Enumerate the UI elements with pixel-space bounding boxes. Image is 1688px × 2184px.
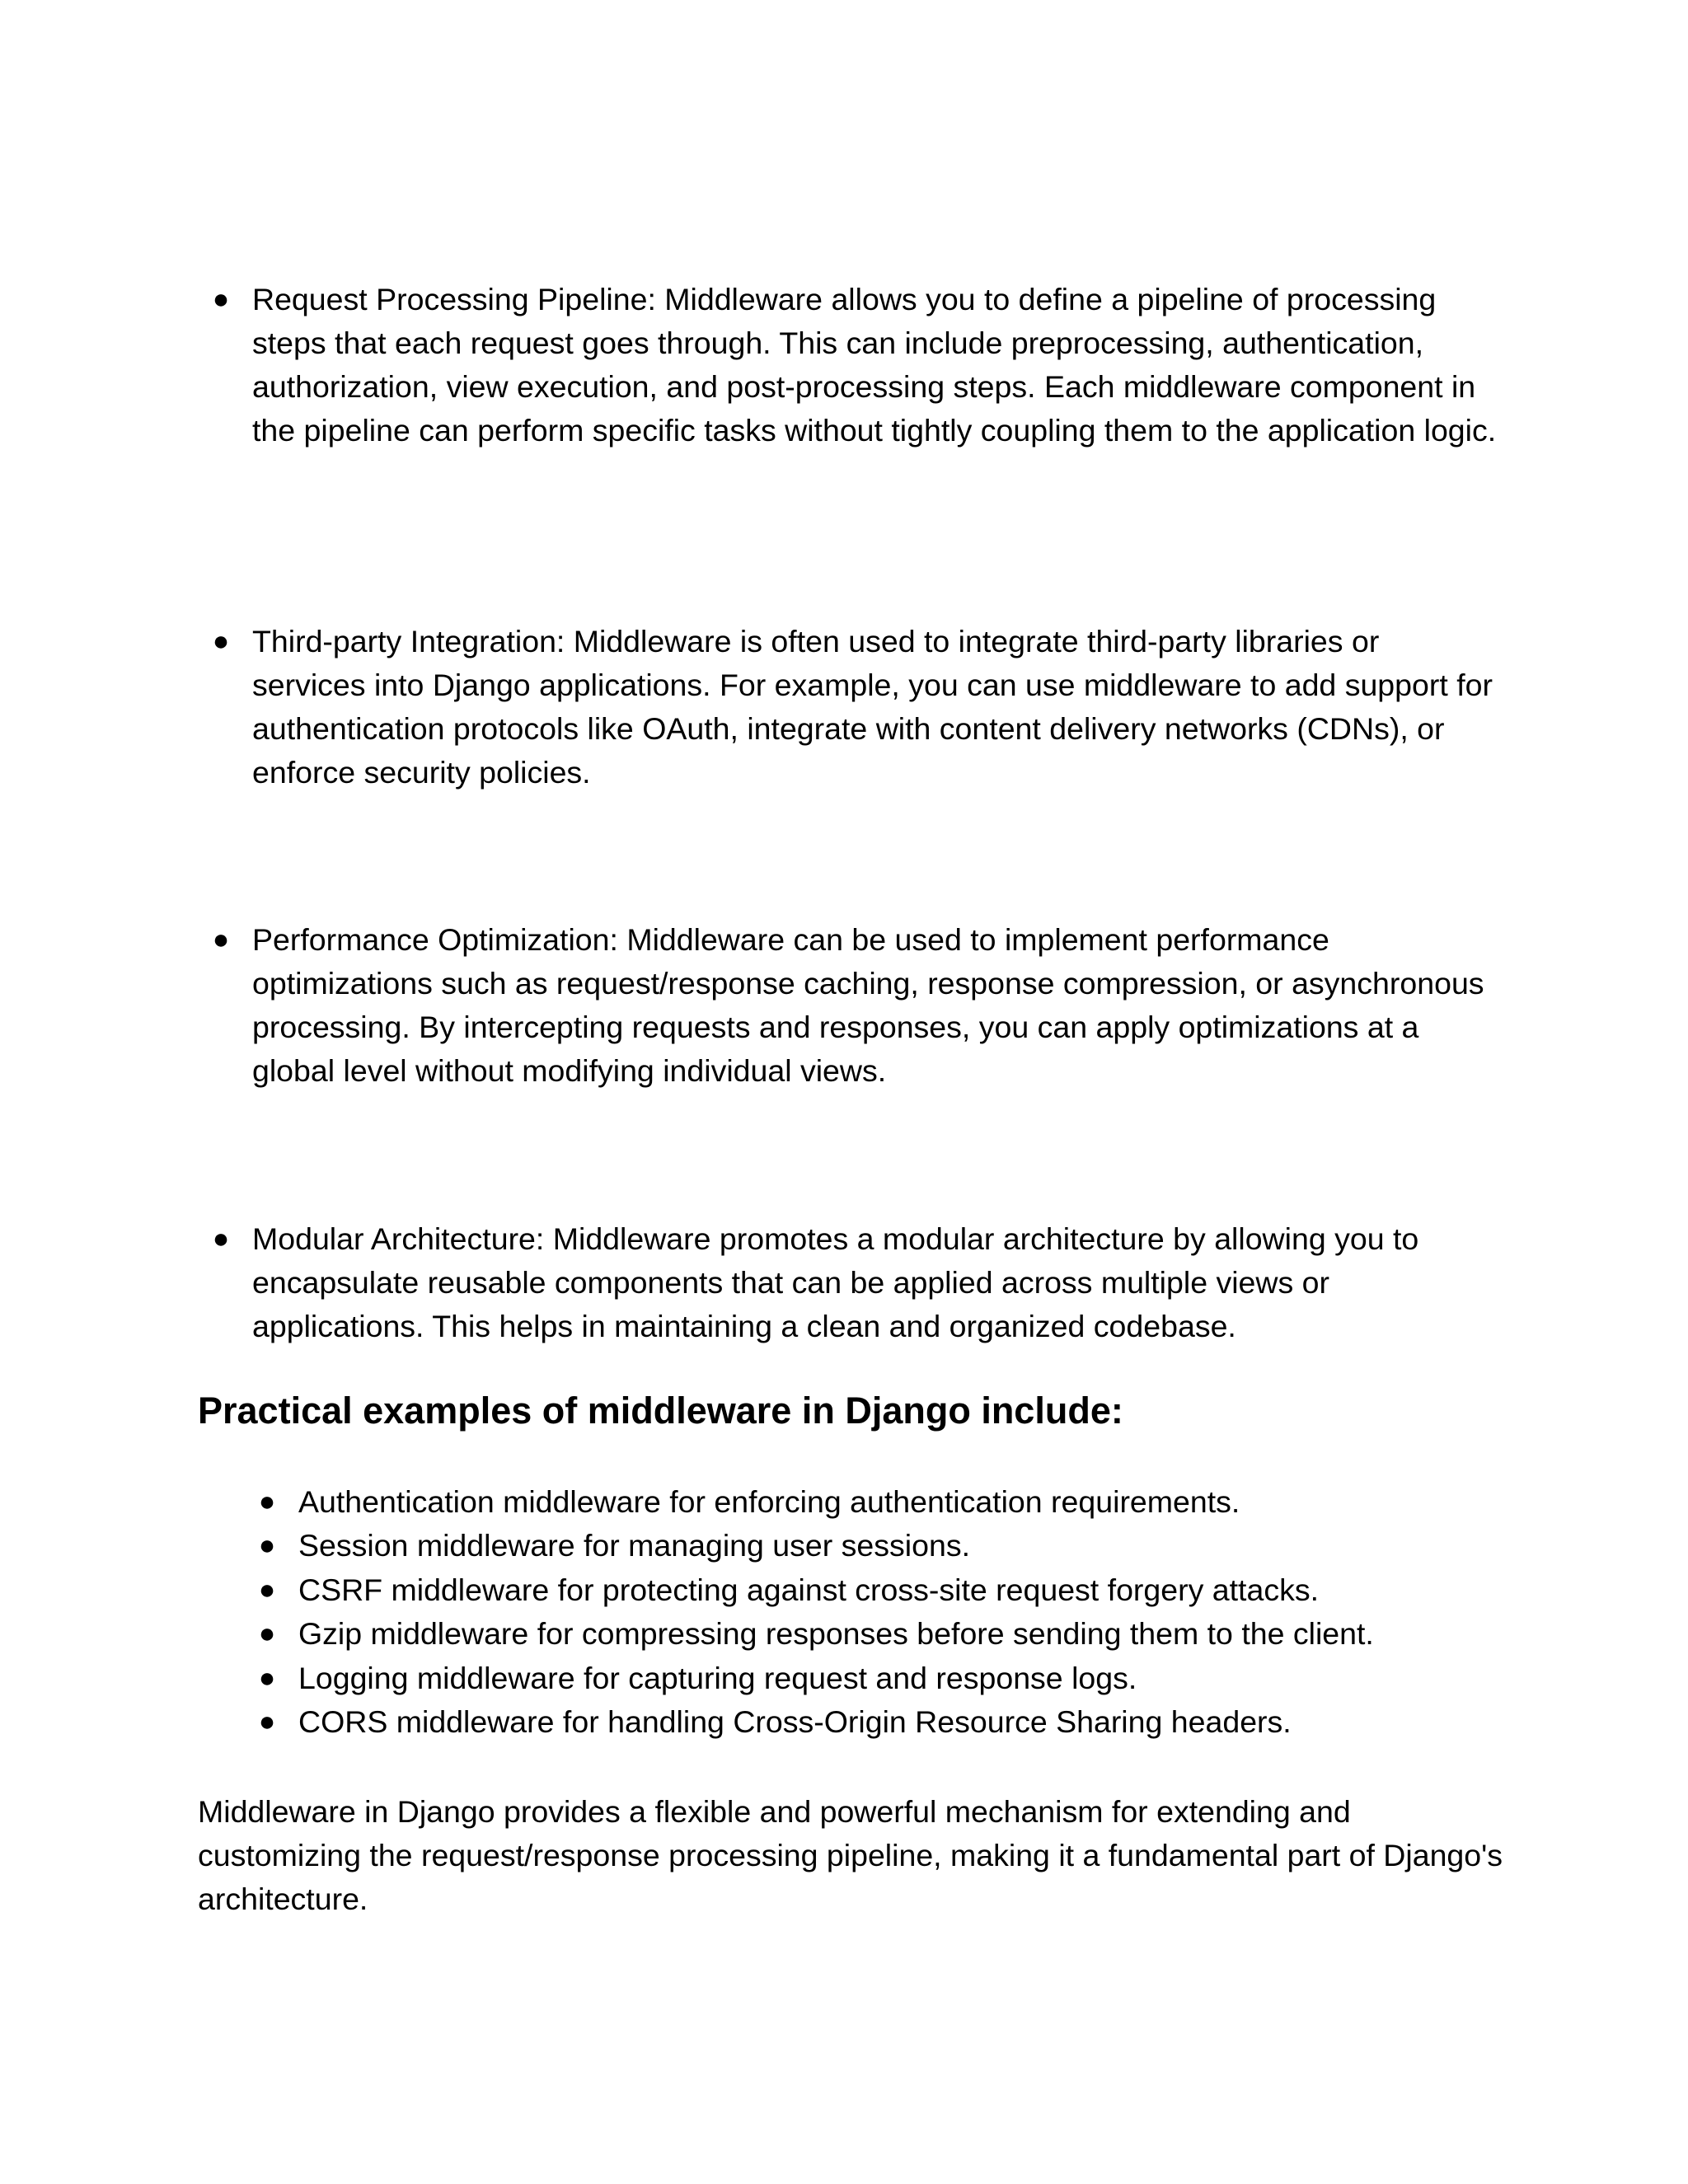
bullet-icon: ● [212, 1223, 230, 1254]
example-text: Session middleware for managing user sessions. [298, 1528, 970, 1563]
list-item [258, 1524, 1535, 1568]
benefit-text: Third-party Integration: Middleware is often used to integrate third-party libraries or services into Django applications. For example, you can use middleware to add support for authentication protocols like OAuth, integrate with content delivery networks (CDNs), or enforce security policies. [252, 624, 1493, 790]
bullet-icon: ● [212, 924, 230, 955]
bullet-icon: ● [258, 1661, 276, 1694]
bullet-icon: ● [258, 1530, 276, 1562]
bullet-icon: ● [258, 1618, 276, 1650]
benefit-item-request-pipeline [212, 278, 1497, 452]
examples-heading: Practical examples of middleware in Django include: [198, 1390, 1123, 1432]
example-text: Authentication middleware for enforcing authentication requirements. [298, 1484, 1240, 1519]
examples-list [258, 1480, 1535, 1744]
bullet-icon: ● [258, 1486, 276, 1517]
bullet-icon: ● [258, 1705, 276, 1737]
list-item [258, 1612, 1535, 1656]
list-item [258, 1568, 1535, 1612]
example-text: Logging middleware for capturing request and response logs. [298, 1660, 1137, 1695]
example-text: CORS middleware for handling Cross-Origin Resource Sharing headers. [298, 1704, 1292, 1739]
example-text: Gzip middleware for compressing responses before sending them to the client. [298, 1616, 1374, 1652]
bullet-icon: ● [258, 1573, 276, 1605]
benefit-item-performance [212, 918, 1497, 1093]
benefit-item-modular [212, 1217, 1497, 1348]
benefit-text: Modular Architecture: Middleware promotes a modular architecture by allowing you to encapsulate reusable components that can be applied across multiple views or applications. This helps in maintaining a clean and organized codebase. [252, 1221, 1419, 1343]
list-item [258, 1657, 1535, 1700]
bullet-icon: ● [212, 626, 230, 657]
example-text: CSRF middleware for protecting against cross-site request forgery attacks. [298, 1572, 1319, 1607]
list-item [258, 1700, 1535, 1744]
benefit-text: Performance Optimization: Middleware can be used to implement performance optimizations such as request/response caching, response compression, or asynchronous processing. By intercepting requests and responses, you can apply optimizations at a global level without modifying individual views. [252, 922, 1484, 1088]
benefit-text: Request Processing Pipeline: Middleware allows you to define a pipeline of processing steps that each request goes through. This can include preprocessing, authentication, authorization, view execution, and post-processing steps. Each middleware component in the pipeline can perform specific tasks without tightly coupling them to the application logic. [252, 282, 1497, 448]
benefit-item-third-party [212, 620, 1497, 794]
bullet-icon: ● [212, 284, 230, 315]
conclusion-paragraph: Middleware in Django provides a flexible and powerful mechanism for extending and customizing the request/response processing pipeline, making it a fundamental part of Django's architecture. [198, 1794, 1503, 1916]
list-item [258, 1480, 1535, 1524]
